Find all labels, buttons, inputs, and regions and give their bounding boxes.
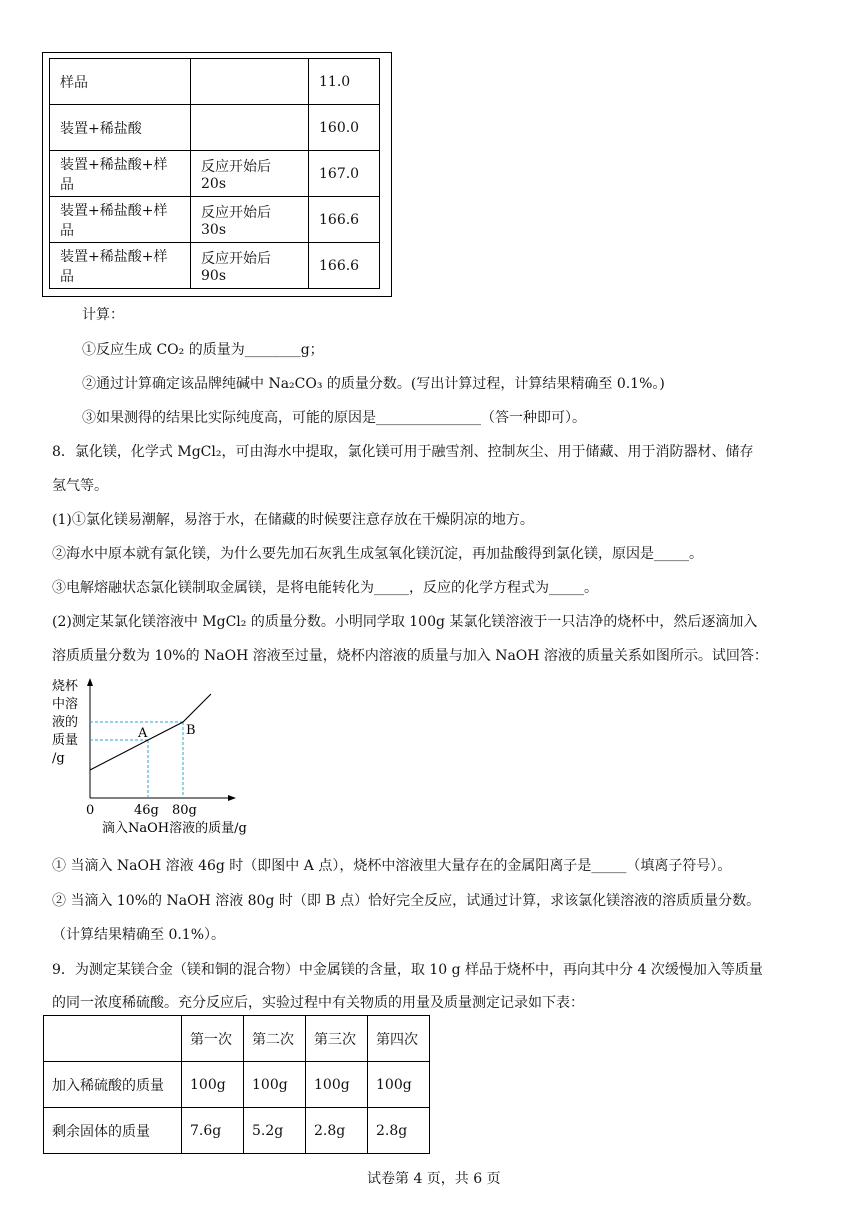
table-cell: 2.8g — [306, 1108, 368, 1154]
table-row — [44, 1062, 430, 1108]
table-header-cell: 第四次 — [368, 1016, 430, 1062]
table-row — [50, 59, 380, 105]
q8-part1-item2: ②海水中原本就有氯化镁，为什么要先加石灰乳生成氢氧化镁沉淀，再加盐酸得到氯化镁，原因是_____。 — [52, 546, 703, 562]
table-cell: 反应开始后 20s — [191, 151, 309, 197]
q8-sub1: ① 当滴入 NaOH 溶液 46g 时（即图中 A 点），烧杯中溶液里大量存在的金属阳离子是_____（填离子符号）。 — [52, 858, 732, 874]
table-row — [50, 105, 380, 151]
q8-part2-line2: 溶质质量分数为 10%的 NaOH 溶液至过量，烧杯内溶液的质量与加入 NaOH 溶液的质量关系如图所示。试回答： — [52, 648, 768, 664]
q8-sub2-line2: （计算结果精确至 0.1%）。 — [52, 927, 226, 943]
y-axis-label-line: 液的 — [52, 715, 79, 730]
q9-line1: 9．为测定某镁合金（镁和铜的混合物）中金属镁的含量，取 10 g 样品于烧杯中，再向其中分 4 次缓慢加入等质量 — [52, 962, 763, 978]
y-axis-arrow-icon — [87, 678, 93, 686]
table-header-row — [44, 1016, 430, 1062]
table-row — [44, 1108, 430, 1154]
q9-line2: 的同一浓度稀硫酸。充分反应后，实验过程中有关物质的用量及质量测定记录如下表： — [52, 995, 584, 1011]
q7-item-2: ②通过计算确定该品牌纯碱中 Na₂CO₃ 的质量分数。(写出计算过程，计算结果精确至 0.1%。) — [82, 376, 665, 392]
mass-relation-chart — [52, 676, 262, 838]
q7-item-3: ③如果测得的结果比实际纯度高，可能的原因是_______________（答一种即可）。 — [82, 410, 586, 426]
x-axis-arrow-icon — [228, 795, 236, 801]
table-row — [50, 151, 380, 197]
q7-item-1: ①反应生成 CO₂ 的质量为________g； — [82, 342, 324, 358]
table-cell: 反应开始后 90s — [191, 243, 309, 289]
x-tick-label: 80g — [172, 803, 197, 818]
table-header-cell — [44, 1016, 182, 1062]
x-axis-label: 滴入NaOH溶液的质量/g — [102, 821, 247, 836]
table-cell: 装置+稀盐酸 — [50, 105, 191, 151]
origin-label: 0 — [86, 803, 95, 818]
table-cell: 2.8g — [368, 1108, 430, 1154]
table-row — [50, 243, 380, 289]
table-cell: 100g — [182, 1062, 244, 1108]
table-cell — [191, 59, 309, 105]
calc-label: 计算： — [82, 307, 124, 323]
table-cell: 装置+稀盐酸+样品 — [50, 151, 191, 197]
y-axis-label-line: /g — [52, 751, 65, 766]
point-label-a: A — [138, 726, 148, 741]
table-cell: 7.6g — [182, 1108, 244, 1154]
table-cell: 剩余固体的质量 — [44, 1108, 182, 1154]
table-cell: 100g — [368, 1062, 430, 1108]
table-cell: 166.6 — [309, 197, 380, 243]
table-cell: 100g — [244, 1062, 306, 1108]
y-axis-label-line: 质量 — [52, 733, 79, 748]
point-label-b: B — [186, 723, 196, 738]
table-cell: 100g — [306, 1062, 368, 1108]
q8-intro-line2: 氢气等。 — [52, 478, 108, 494]
q8-part2-line1: (2)测定某氯化镁溶液中 MgCl₂ 的质量分数。小明同学取 100g 某氯化镁溶液于一只洁净的烧杯中，然后逐滴加入 — [52, 614, 758, 630]
table-cell: 11.0 — [309, 59, 380, 105]
table-cell: 反应开始后 30s — [191, 197, 309, 243]
q8-part1-item3: ③电解熔融状态氯化镁制取金属镁，是将电能转化为_____，反应的化学方程式为_____。 — [52, 580, 598, 596]
table-header-cell: 第二次 — [244, 1016, 306, 1062]
table-cell: 加入稀硫酸的质量 — [44, 1062, 182, 1108]
result-table-1 — [49, 58, 380, 289]
table-header-cell: 第三次 — [306, 1016, 368, 1062]
result-table-2 — [43, 1015, 430, 1154]
table-cell: 5.2g — [244, 1108, 306, 1154]
page-footer: 试卷第 4 页，共 6 页 — [367, 1171, 501, 1187]
x-tick-label: 46g — [134, 803, 159, 818]
table-cell: 装置+稀盐酸+样品 — [50, 197, 191, 243]
table-header-cell: 第一次 — [182, 1016, 244, 1062]
table-cell: 装置+稀盐酸+样品 — [50, 243, 191, 289]
q8-intro-line1: 8．氯化镁，化学式 MgCl₂，可由海水中提取，氯化镁可用于融雪剂、控制灰尘、用于储藏、用于消防器材、储存 — [52, 444, 754, 460]
q8-sub2-line1: ② 当滴入 10%的 NaOH 溶液 80g 时（即 B 点）恰好完全反应，试通过计算，求该氯化镁溶液的溶质质量分数。 — [52, 893, 761, 909]
table-cell: 167.0 — [309, 151, 380, 197]
table-cell: 160.0 — [309, 105, 380, 151]
table-cell: 166.6 — [309, 243, 380, 289]
table-row — [50, 197, 380, 243]
table-cell — [191, 105, 309, 151]
y-axis-label-line: 烧杯 — [52, 679, 79, 694]
y-axis-label-line: 中溶 — [52, 697, 79, 712]
table-cell: 样品 — [50, 59, 191, 105]
q8-part1-item1: (1)①氯化镁易潮解，易溶于水，在储藏的时候要注意存放在干燥阴凉的地方。 — [52, 512, 534, 528]
